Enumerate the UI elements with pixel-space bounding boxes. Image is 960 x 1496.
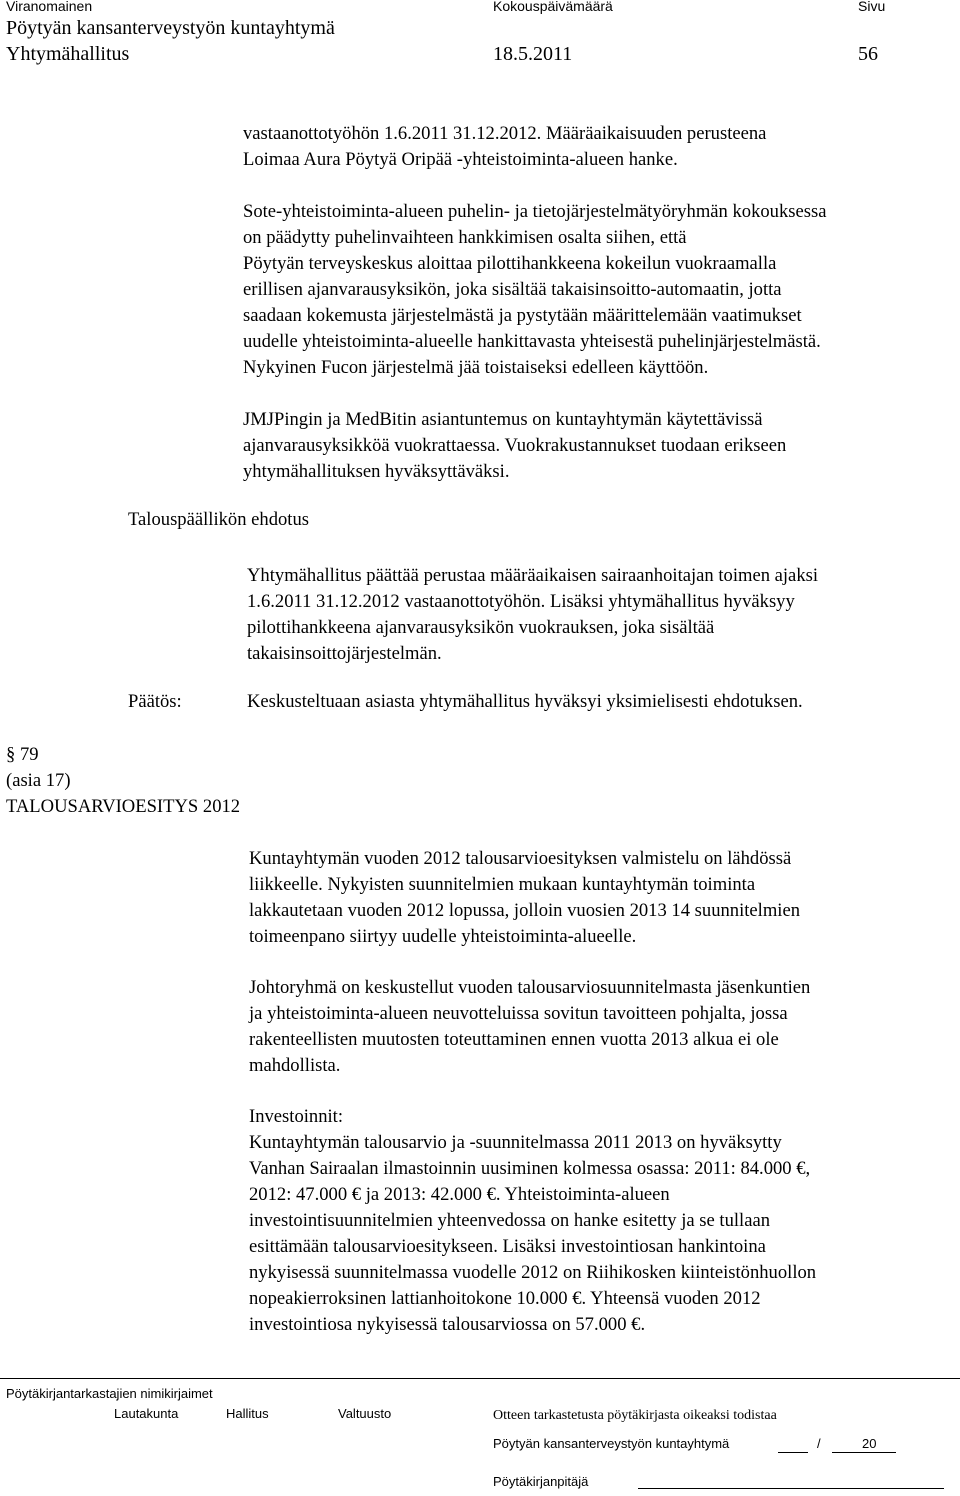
footer-year-blank — [832, 1452, 896, 1453]
investments-paragraph — [249, 1104, 816, 1338]
phone-system-paragraph — [243, 199, 827, 381]
paragraph-line: takaisinsoittojärjestelmän. — [247, 643, 442, 664]
header-page-number: 56 — [858, 43, 878, 65]
expertise-paragraph — [243, 407, 786, 485]
paragraph-line: Kuntayhtymän vuoden 2012 talousarvioesityksen valmistelu on lähdössä — [249, 848, 792, 869]
paragraph-line: esittämään talousarvioesitykseen. Lisäksi investointiosan hankintoina — [249, 1236, 766, 1257]
decision-text: Keskusteltuaan asiasta yhtymähallitus hyväksyi yksimielisesti ehdotuksen. — [247, 691, 803, 712]
header-organization-label: Viranomainen — [6, 0, 93, 14]
header-date-label: Kokouspäivämäärä — [493, 0, 613, 14]
decision-label: Päätös: — [128, 691, 182, 712]
header-date: 18.5.2011 — [493, 43, 573, 65]
header-organization: Pöytyän kansanterveystyön kuntayhtymä — [6, 17, 335, 39]
paragraph-line: Yhtymähallitus päättää perustaa määräaikaisen sairaanhoitajan toimen ajaksi — [247, 565, 819, 586]
footer-column-valtuusto: Valtuusto — [338, 1406, 392, 1421]
paragraph-line: JMJPingin ja MedBitin asiantuntemus on kuntayhtymän käytettävissä — [243, 409, 763, 430]
footer-date-blank — [778, 1452, 808, 1453]
paragraph-line: lakkautetaan vuoden 2012 lopussa, jolloin vuosien 2013 14 suunnitelmien — [249, 900, 801, 921]
paragraph-line: on päädytty puhelinvaihteen hankkimisen osalta siihen, että — [243, 227, 687, 248]
header-page-label: Sivu — [858, 0, 886, 14]
footer-slash: / — [817, 1436, 821, 1451]
footer-organization: Pöytyän kansanterveystyön kuntayhtymä — [493, 1436, 730, 1451]
footer-signature-line — [638, 1488, 944, 1489]
paragraph-line: Vanhan Sairaalan ilmastoinnin uusiminen kolmessa osassa: 2011: 84.000 €, — [249, 1158, 811, 1179]
investments-heading: Investoinnit: — [249, 1106, 343, 1127]
paragraph-line: investointiosa nykyisessä talousarviossa on 57.000 €. — [249, 1314, 646, 1335]
budget-preparation-paragraph — [249, 846, 800, 950]
paragraph-line: ja yhteistoiminta-alueen neuvotteluissa sovitun tavoitteen pohjalta, jossa — [249, 1003, 788, 1024]
paragraph-line: investointisuunnitelmien yhteenvedossa on hanke esitetty ja se tullaan — [249, 1210, 771, 1231]
footer-number: 20 — [862, 1436, 877, 1451]
section-number: § 79 — [6, 744, 39, 765]
paragraph-line: liikkeelle. Nykyisten suunnitelmien mukaan kuntayhtymän toiminta — [249, 874, 756, 895]
footer-keeper-label: Pöytäkirjanpitäjä — [493, 1474, 589, 1489]
paragraph-line: nopeakierroksinen lattianhoitokone 10.000 €. Yhteensä vuoden 2012 — [249, 1288, 761, 1309]
paragraph-line: Nykyinen Fucon järjestelmä jää toistaiseksi edelleen käyttöön. — [243, 357, 709, 378]
proposal-label: Talouspäällikön ehdotus — [128, 509, 309, 530]
footer-certify-text: Otteen tarkastetusta pöytäkirjasta oikeaksi todistaa — [493, 1408, 777, 1423]
paragraph-line: saadaan kokemusta järjestelmästä ja pystytään määrittelemään vaatimukset — [243, 305, 802, 326]
paragraph-line: ajanvarausyksikköä vuokrattaessa. Vuokrakustannukset tuodaan erikseen — [243, 435, 787, 456]
proposal-paragraph — [247, 563, 818, 667]
paragraph-line: 1.6.2011 31.12.2012 vastaanottotyöhön. Lisäksi yhtymähallitus hyväksyy — [247, 591, 795, 612]
intro-paragraph — [243, 121, 766, 173]
paragraph-line: pilottihankkeena ajanvarausyksikön vuokrauksen, joka sisältää — [247, 617, 715, 638]
paragraph-line: Sote-yhteistoiminta-alueen puhelin- ja tietojärjestelmätyöryhmän kokouksessa — [243, 201, 827, 222]
paragraph-line: 2012: 47.000 € ja 2013: 42.000 €. Yhteistoiminta-alueen — [249, 1184, 670, 1205]
section-case: (asia 17) — [6, 770, 71, 791]
intro-line: Loimaa Aura Pöytyä Oripää -yhteistoiminta-alueen hanke. — [243, 149, 678, 170]
footer-column-hallitus: Hallitus — [226, 1406, 269, 1421]
footer-initials-label: Pöytäkirjantarkastajien nimikirjaimet — [6, 1386, 213, 1401]
footer-divider — [0, 1378, 960, 1379]
paragraph-line: yhtymähallituksen hyväksyttäväksi. — [243, 461, 510, 482]
management-paragraph — [249, 975, 810, 1079]
intro-line: vastaanottotyöhön 1.6.2011 31.12.2012. Määräaikaisuuden perusteena — [243, 123, 767, 144]
paragraph-line: Johtoryhmä on keskustellut vuoden talousarviosuunnitelmasta jäsenkuntien — [249, 977, 811, 998]
paragraph-line: rakenteellisten muutosten toteuttaminen ennen vuotta 2013 alkua ei ole — [249, 1029, 779, 1050]
paragraph-line: uudelle yhteistoiminta-alueelle hankittavasta yhteisestä puhelinjärjestelmästä. — [243, 331, 821, 352]
paragraph-line: Pöytyän terveyskeskus aloittaa pilottihankkeena kokeilun vuokraamalla — [243, 253, 777, 274]
paragraph-line: mahdollista. — [249, 1055, 341, 1076]
section-heading — [6, 742, 240, 820]
section-title: TALOUSARVIOESITYS 2012 — [6, 796, 241, 817]
header-body: Yhtymähallitus — [6, 43, 130, 65]
paragraph-line: erillisen ajanvarausyksikön, joka sisältää takaisinsoitto-automaatin, jotta — [243, 279, 782, 300]
paragraph-line: Kuntayhtymän talousarvio ja -suunnitelmassa 2011 2013 on hyväksytty — [249, 1132, 782, 1153]
footer-column-lautakunta: Lautakunta — [114, 1406, 179, 1421]
paragraph-line: nykyisessä suunnitelmassa vuodelle 2012 on Riihikosken kiinteistönhuollon — [249, 1262, 817, 1283]
paragraph-line: toimeenpano siirtyy uudelle yhteistoiminta-alueelle. — [249, 926, 637, 947]
